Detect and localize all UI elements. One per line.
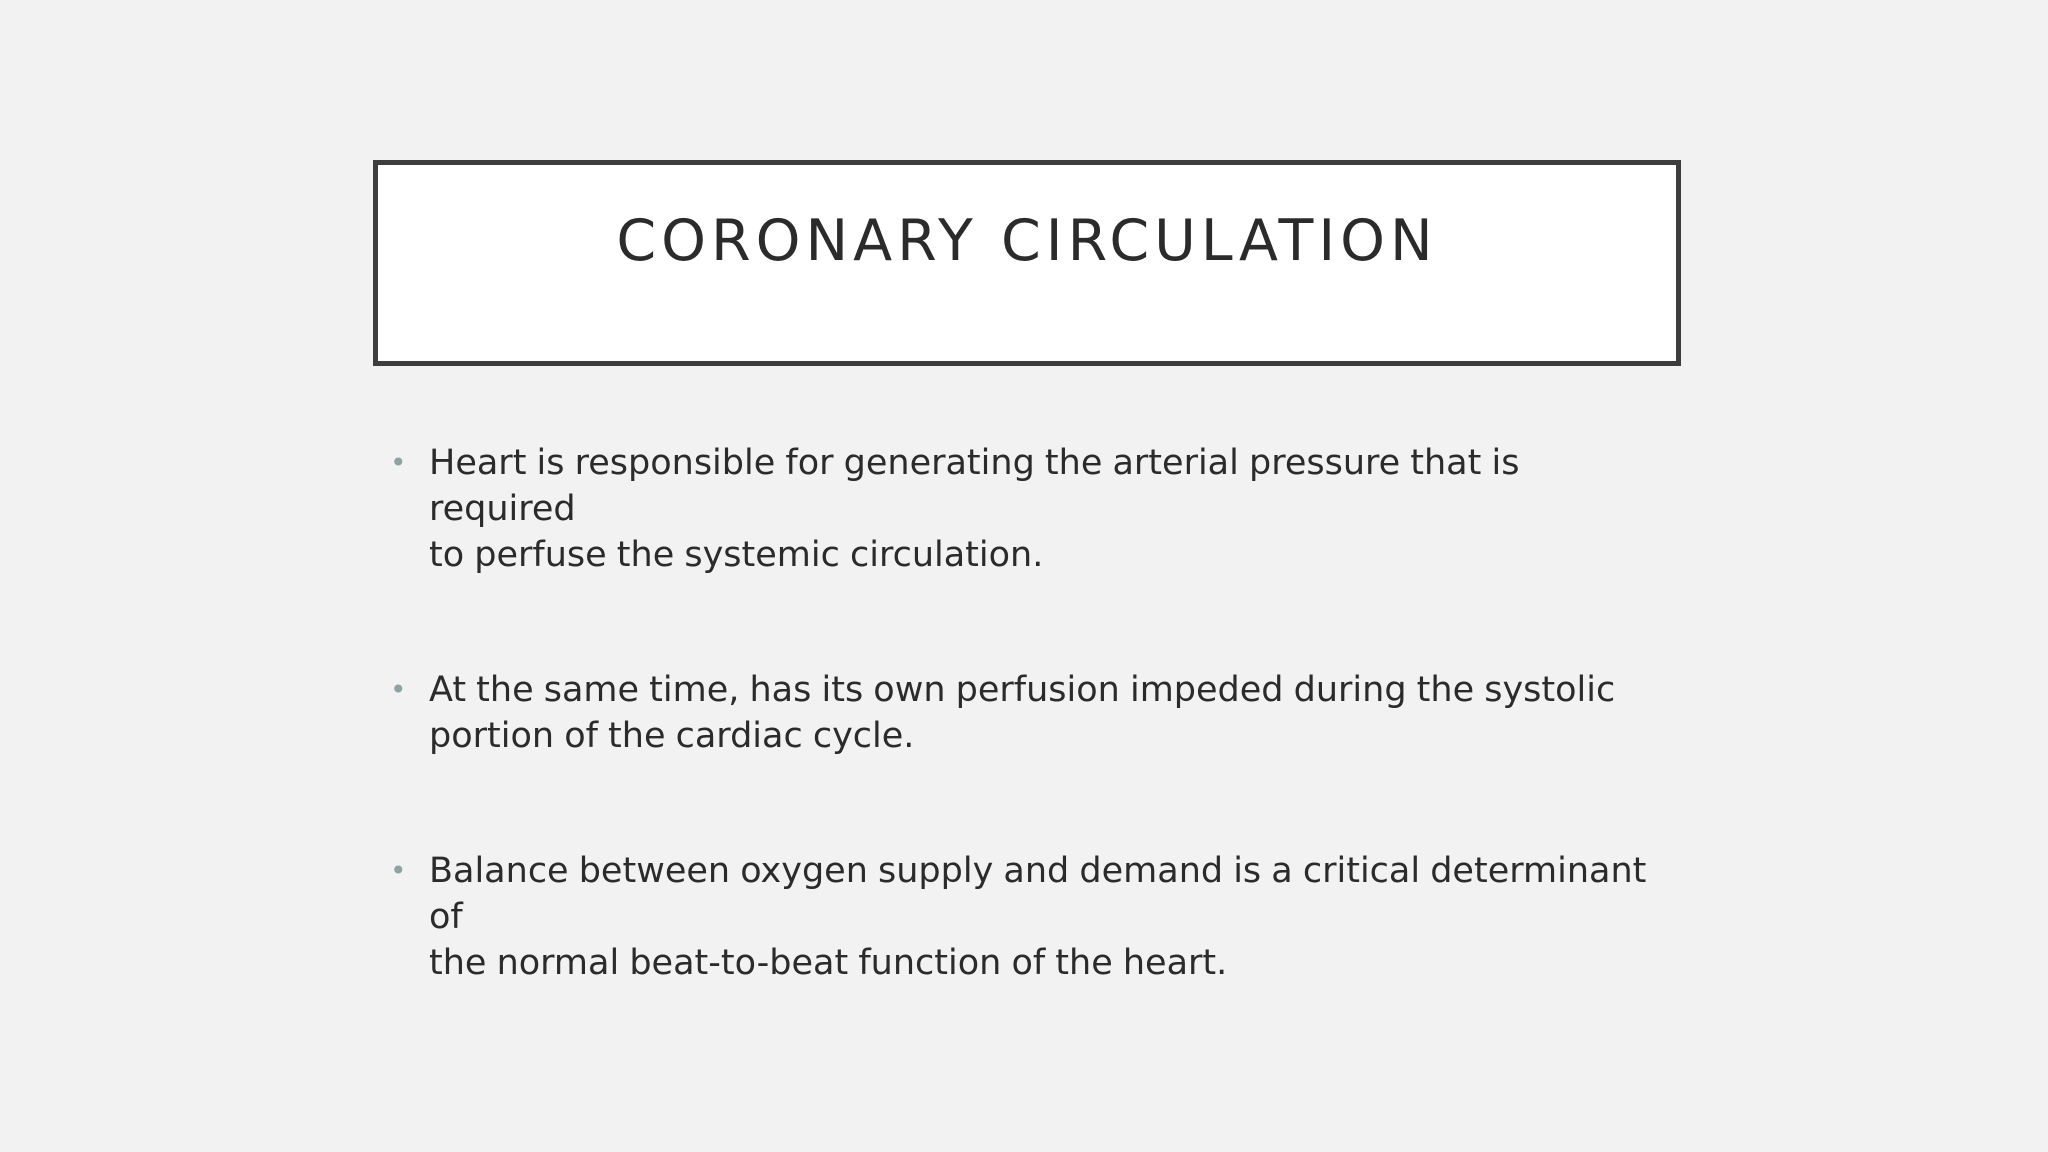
slide-title: CORONARY CIRCULATION [616,208,1438,274]
bullet-text-line-2: portion of the cardiac cycle. [429,716,915,756]
title-box [373,160,1681,366]
bullet-text-line-1: Heart is responsible for generating the arterial pressure that is required [429,443,1520,529]
bullet-item-1 [390,440,1670,578]
bullet-text-line-2: the normal beat-to-beat function of the heart. [429,943,1228,983]
bullet-text-line-1: Balance between oxygen supply and demand is a critical determinant of [429,851,1647,937]
bullet-dot-icon: • [390,446,407,479]
bullet-text-line-1: At the same time, has its own perfusion impeded during the systolic [429,670,1616,710]
bullet-item-3 [390,848,1670,986]
bullet-dot-icon: • [390,854,407,887]
bullet-item-2 [390,667,1670,759]
bullet-list [390,440,1670,1075]
bullet-dot-icon: • [390,673,407,706]
bullet-text-line-2: to perfuse the systemic circulation. [429,535,1044,575]
